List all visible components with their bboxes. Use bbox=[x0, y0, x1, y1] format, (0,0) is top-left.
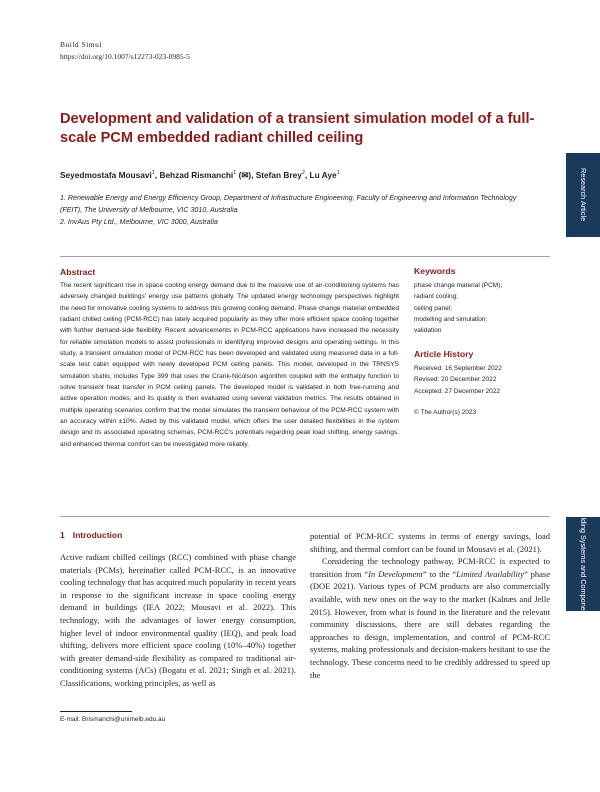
author-affiliation-mark: 1 bbox=[233, 170, 237, 177]
author-affiliation-mark: 2 bbox=[301, 170, 305, 177]
author-separator: , bbox=[251, 170, 256, 180]
emphasis-text: In Development bbox=[368, 568, 423, 579]
author-name: Stefan Brey bbox=[255, 170, 302, 180]
abstract-text: The recent significant rise in space cooling energy demand due to the massive use of air-conditioning systems has adversely changed buildings' energy use patterns globally. The updated energy technology perspectives highlight the need for innovative cooling systems to address this growing cooling demand. Phase change material embedded radiant chilled ceiling (PCM-RCC) has lately acquired popularity as they offer more efficient space cooling together with further demand-side flexibility. Recent advancements in PCM-RCC applications have increased the necessity for reliable simulation models to assist professionals in identifying improved designs and operating settings. In this study, a transient simulation model of PCM-RCC has been developed and validated using measured data in a full-scale test cabin equipped with newly developed PCM ceiling panels. This model, developed in the TRNSYS simulation studio, includes Type 399 that uses the Crank-Nicolson algorithm coupled with the enthalpy function to solve transient heat transfer in PCM ceiling panels. The developed model is validated in both free-running and active operation modes, and its quality is then evaluated using several validation metrics. The results obtained in multiple operating scenarios confirm that the model simulates the transient behaviour of the PCM-RCC system with an accuracy within ±10%. Aided by this validated model, which offers the user detailed flexibilities in the system design and its associated operating schemas, PCM-RCC's potentials regarding peak load shifting, energy savings, and enhanced thermal comfort can be investigated more reliably. bbox=[60, 282, 399, 448]
author-name: Seyedmostafa Mousavi bbox=[60, 170, 152, 180]
author-name: Behzad Rismanchi bbox=[159, 170, 234, 180]
body-paragraph bbox=[310, 555, 550, 681]
corresponding-email[interactable]: E-mail: Brismanchi@unimelb.edu.au bbox=[60, 716, 166, 723]
section-number: 1 bbox=[60, 530, 65, 540]
copyright-notice: © The Author(s) 2023 bbox=[414, 409, 477, 416]
side-tab-subject bbox=[566, 507, 600, 621]
text-run: ” phase (DOE 2021). Various types of PCM products are also commercially available, with new ones on the way to the market (Kalnæs and Jelle 2015). However, from what is found in the literature and the relevant community discussions, there are still debates regarding the approaches to design, implementation, and control of PCM-RCC systems, making professionals and decision-makers hesitant to use the technology. These concerns need to be credibly addressed to speed up the bbox=[310, 568, 550, 680]
divider-bottom bbox=[60, 516, 550, 517]
side-tab-article-type bbox=[566, 153, 600, 237]
introduction-heading bbox=[60, 530, 122, 540]
body-column-right bbox=[310, 530, 550, 681]
affiliation-2: 2. InvAus Pty Ltd., Melbourne, VIC 3000, Australia bbox=[60, 218, 218, 226]
corresponding-author-mail-icon: (✉) bbox=[236, 170, 252, 180]
divider-top bbox=[60, 256, 550, 257]
author-separator: , bbox=[154, 170, 160, 180]
text-run: Considering the technology pathway, PCM-RCC is expected to transition from “ bbox=[310, 556, 550, 579]
article-history-list bbox=[414, 363, 502, 397]
keyword-item: radiant cooling; bbox=[414, 293, 459, 301]
paper-title: Development and validation of a transient simulation model of a full-scale PCM embedded radiant chilled ceiling bbox=[60, 111, 535, 146]
body-paragraph: Active radiant chilled ceilings (RCC) combined with phase change materials (PCMs), hereinafter called PCM-RCC, is an innovative cooling technology that has acquired much popularity in recent years in response to the significant increase in space cooling energy demand in buildings (IEA 2022; Mousavi et al. 2022). This technology, with the advantages of lower energy consumption, higher level of indoor environmental quality (IEQ), and peak load shifting, delivers more efficient space cooling (10%–40%) together with greater demand-side flexibility as compared to traditional air-conditioning systems (ACs) (Bogatu et al. 2021; Singh et al. 2021). Classifications, working principles, as well as bbox=[60, 552, 296, 688]
body-column-left bbox=[60, 551, 296, 690]
keyword-item: phase change material (PCM); bbox=[414, 282, 503, 289]
keyword-item: modelling and simulation; bbox=[414, 315, 488, 323]
keywords-list bbox=[414, 280, 502, 336]
side-tab-label: Research Article bbox=[579, 168, 588, 222]
side-tab-label: Building Systems and Components bbox=[579, 507, 588, 621]
keyword-item: ceiling panel; bbox=[414, 304, 452, 312]
history-revised: Revised: 20 December 2022 bbox=[414, 376, 497, 384]
keywords-heading: Keywords bbox=[414, 266, 456, 276]
history-received: Received: 16 September 2022 bbox=[414, 365, 502, 372]
author-name: Lu Aye bbox=[309, 170, 337, 180]
author-separator: , bbox=[304, 170, 310, 180]
doi-link[interactable]: https://doi.org/10.1007/s12273-023-0985-5 bbox=[60, 52, 190, 61]
abstract-heading: Abstract bbox=[60, 267, 96, 277]
author-list bbox=[60, 170, 340, 180]
history-accepted: Accepted: 27 December 2022 bbox=[414, 387, 500, 395]
emphasis-text: Limited Availability bbox=[456, 568, 524, 579]
journal-name: Build Simul bbox=[60, 40, 102, 49]
text-run: ” to the “ bbox=[422, 568, 457, 579]
footnote-divider bbox=[60, 711, 132, 712]
section-title: Introduction bbox=[72, 530, 123, 540]
keyword-item: validation bbox=[414, 327, 442, 335]
body-paragraph: potential of PCM-RCC systems in terms of energy savings, load shifting, and thermal comfort can be found in Mousavi et al. (2021). bbox=[310, 531, 550, 554]
author-affiliation-mark: 1 bbox=[336, 170, 340, 177]
author-affiliation-mark: 1 bbox=[151, 170, 155, 177]
article-history-heading: Article History bbox=[414, 349, 474, 359]
affiliation-1: 1. Renewable Energy and Energy Efficiency Group, Department of Infrastructure Engineering, Faculty of Engineering and Information Technology (FEIT), The University of Melbourne, VIC 3010, Australia bbox=[60, 194, 517, 214]
